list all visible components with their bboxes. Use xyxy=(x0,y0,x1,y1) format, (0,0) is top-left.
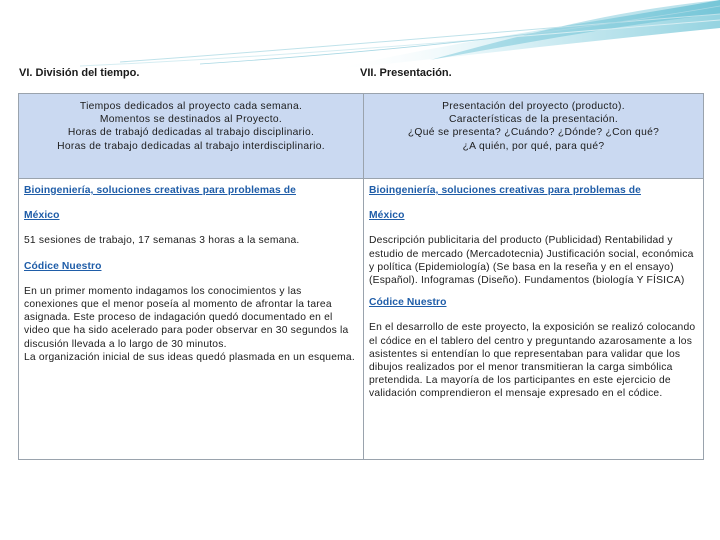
codice-nuestro-link[interactable]: Códice Nuestro xyxy=(369,297,447,309)
header-line: ¿Qué se presenta? ¿Cuándo? ¿Dónde? ¿Con qué? xyxy=(407,127,660,139)
bioingenieria-link[interactable]: Bioingeniería, soluciones creativas para problemas de xyxy=(369,185,641,196)
header-line: ¿A quién, por qué, para qué? xyxy=(462,140,605,152)
validation-paragraph: En el desarrollo de este proyecto, la exposición se realizó colocando el códice en el tablero del centro y preguntando azarosamente a los asistentes si entendían lo que representaban para validar que los dibujos realizados por el menor transmitieran la carga simbólica pretendida. La mayoría de los participantes en este ejercicio de validación comprendieron el mensaje expresado en el códice. xyxy=(369,322,696,400)
table-body-row xyxy=(19,179,704,460)
decorative-header-waves xyxy=(0,0,720,70)
project-table xyxy=(18,93,704,460)
sessions-text: 51 sesiones de trabajo, 17 semanas 3 horas a la semana. xyxy=(24,235,300,247)
mexico-link[interactable]: México xyxy=(369,210,405,222)
left-body-cell xyxy=(19,179,364,460)
right-body-cell xyxy=(364,179,704,460)
right-header-cell xyxy=(364,94,704,179)
header-line: Características de la presentación. xyxy=(448,114,619,126)
section-title-presentation: VII. Presentación. xyxy=(360,67,452,79)
description-text: Descripción publicitaria del producto (Publicidad) Rentabilidad y estudio de mercado (Mercadotecnia) Justificación social, económica y política (Epidemiología) (Se basa en la reseña y en el ensayo) (Español). Infogramas (Diseño). Fundamentos (biología Y FÍSICA) xyxy=(369,235,694,287)
header-line: Presentación del proyecto (producto). xyxy=(442,101,625,112)
codice-nuestro-link[interactable]: Códice Nuestro xyxy=(24,260,102,272)
organizacion-paragraph: La organización inicial de sus ideas quedó plasmada en un esquema. xyxy=(24,351,355,363)
bioingenieria-link[interactable]: Bioingeniería, soluciones creativas para problemas de xyxy=(24,185,296,196)
header-line: Momentos se destinados al Proyecto. xyxy=(99,114,283,126)
header-line: Tiempos dedicados al proyecto cada semana. xyxy=(79,101,303,112)
section-title-time-division: VI. División del tiempo. xyxy=(19,67,140,79)
table-header-row xyxy=(19,94,704,179)
indagacion-paragraph: En un primer momento indagamos los conocimientos y las conexiones que el menor poseía al momento de afrontar la tarea asignada. Este proceso de indagación quedó documentado en el video que ha sido acelerado para poder observar en 30 segundos la discusión llevada a lo largo de 30 minutos. xyxy=(24,285,349,350)
mexico-link[interactable]: México xyxy=(24,210,60,222)
header-line: Horas de trabajó dedicadas al trabajo disciplinario. xyxy=(67,127,315,139)
header-line: Horas de trabajo dedicadas al trabajo interdisciplinario. xyxy=(57,140,325,152)
left-header-cell xyxy=(19,94,364,179)
